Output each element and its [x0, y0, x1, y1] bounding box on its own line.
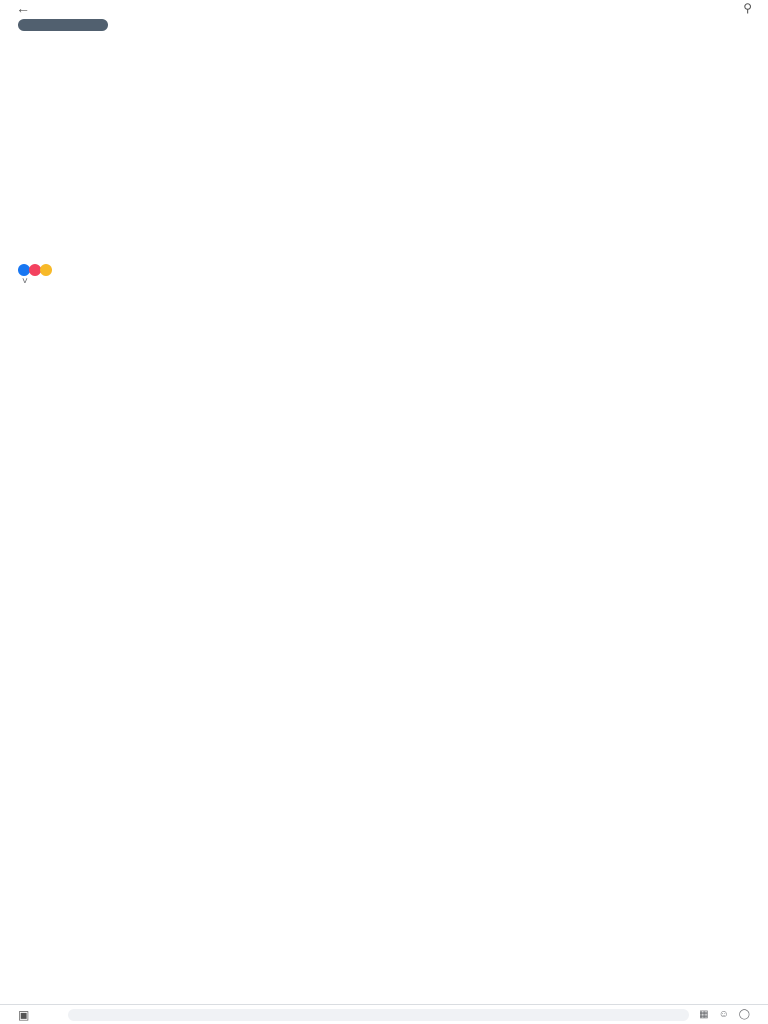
previous-comments-link[interactable] [0, 286, 768, 298]
reactions-bar [0, 264, 768, 276]
haha-reaction-icon [40, 264, 52, 276]
arrow-left-icon[interactable]: ← [16, 0, 30, 16]
gif-icon[interactable]: ▦ [699, 1009, 709, 1020]
sticker-icon[interactable]: ◯ [738, 1009, 750, 1020]
comment-input[interactable] [68, 1009, 689, 1021]
page-avatar[interactable] [18, 19, 108, 31]
emoji-icon[interactable]: ☺ [718, 1009, 729, 1020]
post-body [0, 34, 768, 264]
comment-composer [0, 1004, 768, 1024]
top-bar [0, 0, 768, 16]
camera-icon[interactable]: ▣ [18, 1007, 30, 1022]
post-header [0, 16, 768, 34]
chevron-down-icon[interactable]: ˅ [22, 275, 28, 287]
search-icon[interactable]: ⚲ [743, 1, 752, 15]
comment-sort[interactable] [0, 276, 768, 286]
